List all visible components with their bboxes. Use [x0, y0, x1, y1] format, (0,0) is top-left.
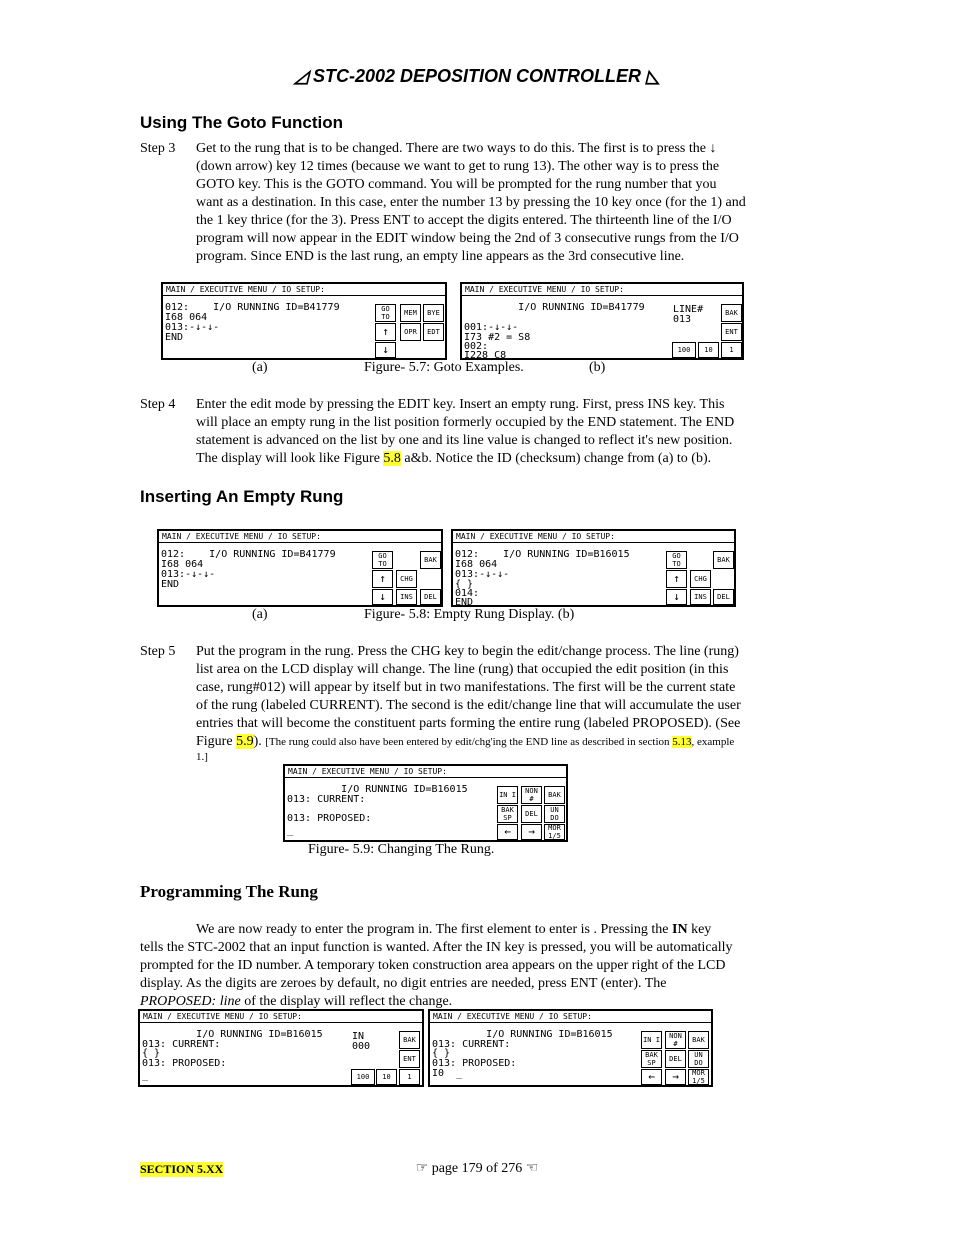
non-key[interactable]: NON #	[665, 1031, 686, 1049]
page-header	[0, 66, 954, 87]
lcd-line: 013:-↓-↓-	[165, 322, 220, 333]
lcd-line: 012: I/O RUNNING ID=B41779	[165, 302, 340, 313]
lcd-line: I228 C8	[464, 350, 507, 361]
key-1[interactable]: 1	[721, 342, 742, 358]
right-arrow-key[interactable]: →	[665, 1069, 686, 1085]
figure-caption: Figure- 5.8: Empty Rung Display. (b)	[364, 607, 575, 622]
down-arrow-key[interactable]: ↓	[666, 589, 687, 605]
lcd-line: 013: PROPOSED:	[287, 813, 372, 824]
ent-key[interactable]: ENT	[399, 1050, 420, 1068]
note-text: , example	[691, 736, 735, 748]
figure-caption: Figure- 5.7: Goto Examples.	[364, 360, 524, 375]
lcd-line: 001:-↓-↓-	[464, 322, 519, 333]
lcd-line: { }	[142, 1048, 161, 1059]
lcd-line: 013:-↓-↓-	[455, 569, 510, 580]
edit-key[interactable]: EDT	[423, 323, 444, 341]
del-key[interactable]: DEL	[713, 589, 734, 605]
chg-key[interactable]: CHG	[396, 570, 417, 588]
step5-label: Step 5	[140, 644, 176, 659]
bye-key[interactable]: BYE	[423, 304, 444, 322]
up-arrow-key[interactable]: ↑	[666, 570, 687, 588]
paragraph-line: prompted for the ID number. A temporary token construction area appears on the upper right of the LCD	[140, 958, 726, 973]
note-text: 1.]	[196, 751, 208, 763]
down-arrow-key[interactable]: ↓	[375, 342, 396, 358]
lcd-line: { }	[455, 579, 474, 590]
lcd-line: I73 #2 = S8	[464, 332, 531, 343]
lcd-line: I68 064	[161, 559, 204, 570]
step3-line: program will now appear in the EDIT window being the 2nd of 3 consecutive rungs from the I/O	[196, 231, 739, 246]
del-key[interactable]: DEL	[420, 589, 441, 605]
key-1[interactable]: 1	[399, 1069, 420, 1085]
non-key[interactable]: NON #	[521, 786, 542, 804]
lcd-panel-fig7a	[161, 282, 447, 360]
header-right-mark: ◺	[641, 66, 660, 86]
bak-key[interactable]: BAK	[713, 551, 734, 569]
lcd-menubar: MAIN / EXECUTIVE MENU / IO SETUP:	[453, 531, 734, 543]
lcd-line: 013: PROPOSED:	[432, 1058, 517, 1069]
up-arrow-key[interactable]: ↑	[375, 323, 396, 341]
line-number-value: 013	[673, 314, 692, 325]
figure-ref-link[interactable]: 5.8	[383, 451, 401, 466]
mem-key[interactable]: MEM	[400, 304, 421, 322]
lcd-line: I/O RUNNING ID=B41779	[464, 302, 645, 313]
lcd-line: I/O RUNNING ID=B16015	[287, 784, 468, 795]
bak-key[interactable]: BAK	[721, 304, 742, 322]
more-key[interactable]: MOR 1/5	[544, 824, 565, 840]
step3-label: Step 3	[140, 141, 176, 156]
lcd-line: 013: CURRENT:	[142, 1039, 221, 1050]
lcd-line: END	[165, 332, 184, 343]
step4-line: statement is advanced on the list by one and its line value is changed to reflect it's new position.	[196, 433, 733, 448]
bak-key[interactable]: BAK	[420, 551, 441, 569]
step4-text	[196, 396, 816, 468]
lcd-menubar: MAIN / EXECUTIVE MENU / IO SETUP:	[285, 766, 566, 778]
step5-line: case, rung#012) will appear by itself but in two manifestations. The first will be the current state	[196, 680, 736, 695]
left-arrow-key[interactable]: ←	[641, 1069, 662, 1085]
opr-key[interactable]: OPR	[400, 323, 421, 341]
line-number-prompt: LINE#	[673, 304, 704, 315]
lcd-line: 013:-↓-↓-	[161, 569, 216, 580]
token-function: IN	[352, 1031, 365, 1042]
bak-key[interactable]: BAK	[399, 1031, 420, 1049]
up-arrow-key[interactable]: ↑	[372, 570, 393, 588]
chg-key[interactable]: CHG	[690, 570, 711, 588]
goto-key[interactable]: GO TO	[375, 304, 396, 322]
programming-paragraph	[140, 921, 820, 1011]
figure-label-a: (a)	[252, 607, 268, 622]
lcd-line: I68 064	[165, 312, 208, 323]
step4-line	[196, 450, 816, 468]
step5-line: list area on the LCD display will change. The line (rung) that occupied the edit position (in this	[196, 662, 729, 677]
step4-line: will place an empty rung in the list position formerly occupied by the END statement. The END	[196, 415, 735, 430]
in-key[interactable]: IN I	[497, 786, 518, 804]
del-key[interactable]: DEL	[521, 805, 542, 823]
bold-term: IN	[672, 922, 688, 937]
section-heading-programming: Programming The Rung	[140, 882, 318, 901]
lcd-panel-fig8a	[157, 529, 443, 607]
step5-line: Put the program in the rung. Press the CHG key to begin the edit/change process. The line (rung)	[196, 644, 739, 659]
text: We are now ready to enter the program in. The first element to enter is . Pressing the	[196, 922, 673, 937]
left-arrow-key[interactable]: ←	[497, 824, 518, 840]
lcd-line: I68 064	[455, 559, 498, 570]
text: a&b. Notice the ID (checksum) change from (a) to (b).	[400, 451, 712, 466]
bak-key[interactable]: BAK	[544, 786, 565, 804]
document-title: STC-2002 DEPOSITION CONTROLLER	[312, 66, 642, 86]
step3-line: program. Since END is the last rung, an empty line appears as the 3rd consecutive line.	[196, 249, 685, 264]
lcd-cursor: _	[142, 1070, 149, 1081]
step5-line: of the rung (labeled CURRENT). The second is the edit/change line that will accumulate the user	[196, 698, 741, 713]
key-100[interactable]: 100	[672, 342, 696, 358]
page-number: ☞ page 179 of 276 ☜	[415, 1161, 539, 1176]
step3-text	[196, 140, 816, 266]
paragraph-line: tells the STC-2002 that an input function is wanted. After the IN key is pressed, you will be automatically	[140, 940, 733, 955]
lcd-menubar: MAIN / EXECUTIVE MENU / IO SETUP:	[140, 1011, 422, 1023]
goto-key[interactable]: GO TO	[666, 551, 687, 569]
section-heading-inserting: Inserting An Empty Rung	[140, 487, 344, 506]
del-key[interactable]: DEL	[665, 1050, 686, 1068]
lcd-menubar: MAIN / EXECUTIVE MENU / IO SETUP:	[159, 531, 441, 543]
step3-line: want as a destination. In this case, enter the number 13 by pressing the 10 key once (for the 1) and	[196, 195, 746, 210]
section-ref-link[interactable]: 5.13	[672, 736, 692, 748]
lcd-line: END	[161, 579, 180, 590]
step5-text	[196, 643, 816, 764]
section-badge: SECTION 5.XX	[140, 1162, 224, 1176]
lcd-panel-fig10a	[138, 1009, 424, 1087]
lcd-menubar: MAIN / EXECUTIVE MENU / IO SETUP:	[430, 1011, 711, 1023]
right-arrow-key[interactable]: →	[521, 824, 542, 840]
lcd-line: 013: CURRENT:	[432, 1039, 511, 1050]
italic-term: PROPOSED: line	[140, 994, 241, 1009]
more-key[interactable]: MOR 1/5	[688, 1069, 709, 1085]
lcd-menubar: MAIN / EXECUTIVE MENU / IO SETUP:	[462, 284, 742, 296]
paragraph-line: display. As the digits are zeroes by default, no digit entries are needed, press ENT (enter). The	[140, 976, 667, 991]
lcd-line: I/O RUNNING ID=B16015	[142, 1029, 323, 1040]
lcd-line: { }	[432, 1048, 451, 1059]
figure-label-a: (a)	[252, 360, 268, 375]
undo-key[interactable]: UN DO	[688, 1050, 709, 1068]
bak-key[interactable]: BAK	[688, 1031, 709, 1049]
header-left-mark: ◿	[294, 66, 313, 86]
step4-line: Enter the edit mode by pressing the EDIT key. Insert an empty rung. First, press INS key. This	[196, 397, 725, 412]
note-text: [The rung could also have been entered by edit/chg'ing the END line as described in section	[265, 736, 673, 748]
ins-key[interactable]: INS	[690, 589, 711, 605]
lcd-line: I0 _	[432, 1068, 463, 1079]
lcd-line: 014:	[455, 588, 480, 599]
text: of the display will reflect the change.	[240, 994, 453, 1009]
figure-ref-link[interactable]: 5.9	[236, 734, 254, 749]
lcd-line: 013: CURRENT:	[287, 794, 366, 805]
lcd-cursor: _	[287, 825, 294, 836]
lcd-line: 012: I/O RUNNING ID=B41779	[161, 549, 336, 560]
text: ).	[253, 734, 262, 749]
step4-label: Step 4	[140, 397, 176, 412]
step3-line: (down arrow) key 12 times (because we want to get to rung 13). The other way is to press the	[196, 159, 720, 174]
step3-line: Get to the rung that is to be changed. There are two ways to do this. The first is to press the ↓	[196, 141, 717, 156]
goto-key[interactable]: GO TO	[372, 551, 393, 569]
lcd-panel-fig9	[283, 764, 568, 842]
step5-line: entries that will become the constituent parts forming the entire rung (labeled PROPOSED). (See	[196, 716, 741, 731]
lcd-menubar: MAIN / EXECUTIVE MENU / IO SETUP:	[163, 284, 445, 296]
key-10[interactable]: 10	[376, 1069, 397, 1085]
section-heading-goto: Using The Goto Function	[140, 113, 344, 132]
lcd-panel-fig7b	[460, 282, 744, 360]
undo-key[interactable]: UN DO	[544, 805, 565, 823]
lcd-line: I/O RUNNING ID=B16015	[432, 1029, 613, 1040]
lcd-line: END	[455, 597, 474, 608]
backspace-key[interactable]: BAK SP	[641, 1050, 662, 1068]
lcd-line: 002:	[464, 341, 489, 352]
figure-caption: Figure- 5.9: Changing The Rung.	[308, 842, 495, 857]
token-id: 000	[352, 1041, 371, 1052]
down-arrow-key[interactable]: ↓	[372, 589, 393, 605]
step3-line: the 1 key thrice (for the 3). Press ENT to accept the digits entered. The thirteenth line of the I/O	[196, 213, 732, 228]
lcd-line: 013: PROPOSED:	[142, 1058, 227, 1069]
figure-label-b: (b)	[589, 360, 606, 375]
step3-line: GOTO key. This is the GOTO command. You will be prompted for the rung number that you	[196, 177, 717, 192]
lcd-panel-fig8b	[451, 529, 736, 607]
text: key	[687, 922, 712, 937]
in-key[interactable]: IN I	[641, 1031, 662, 1049]
paragraph-line	[140, 921, 820, 939]
backspace-key[interactable]: BAK SP	[497, 805, 518, 823]
ins-key[interactable]: INS	[396, 589, 417, 605]
key-10[interactable]: 10	[698, 342, 719, 358]
lcd-panel-fig10b	[428, 1009, 713, 1087]
key-100[interactable]: 100	[351, 1069, 375, 1085]
text: The display will look like Figure	[196, 451, 384, 466]
step5-line	[196, 733, 816, 751]
ent-key[interactable]: ENT	[721, 323, 742, 341]
text: Figure	[196, 734, 237, 749]
lcd-line: 012: I/O RUNNING ID=B16015	[455, 549, 630, 560]
